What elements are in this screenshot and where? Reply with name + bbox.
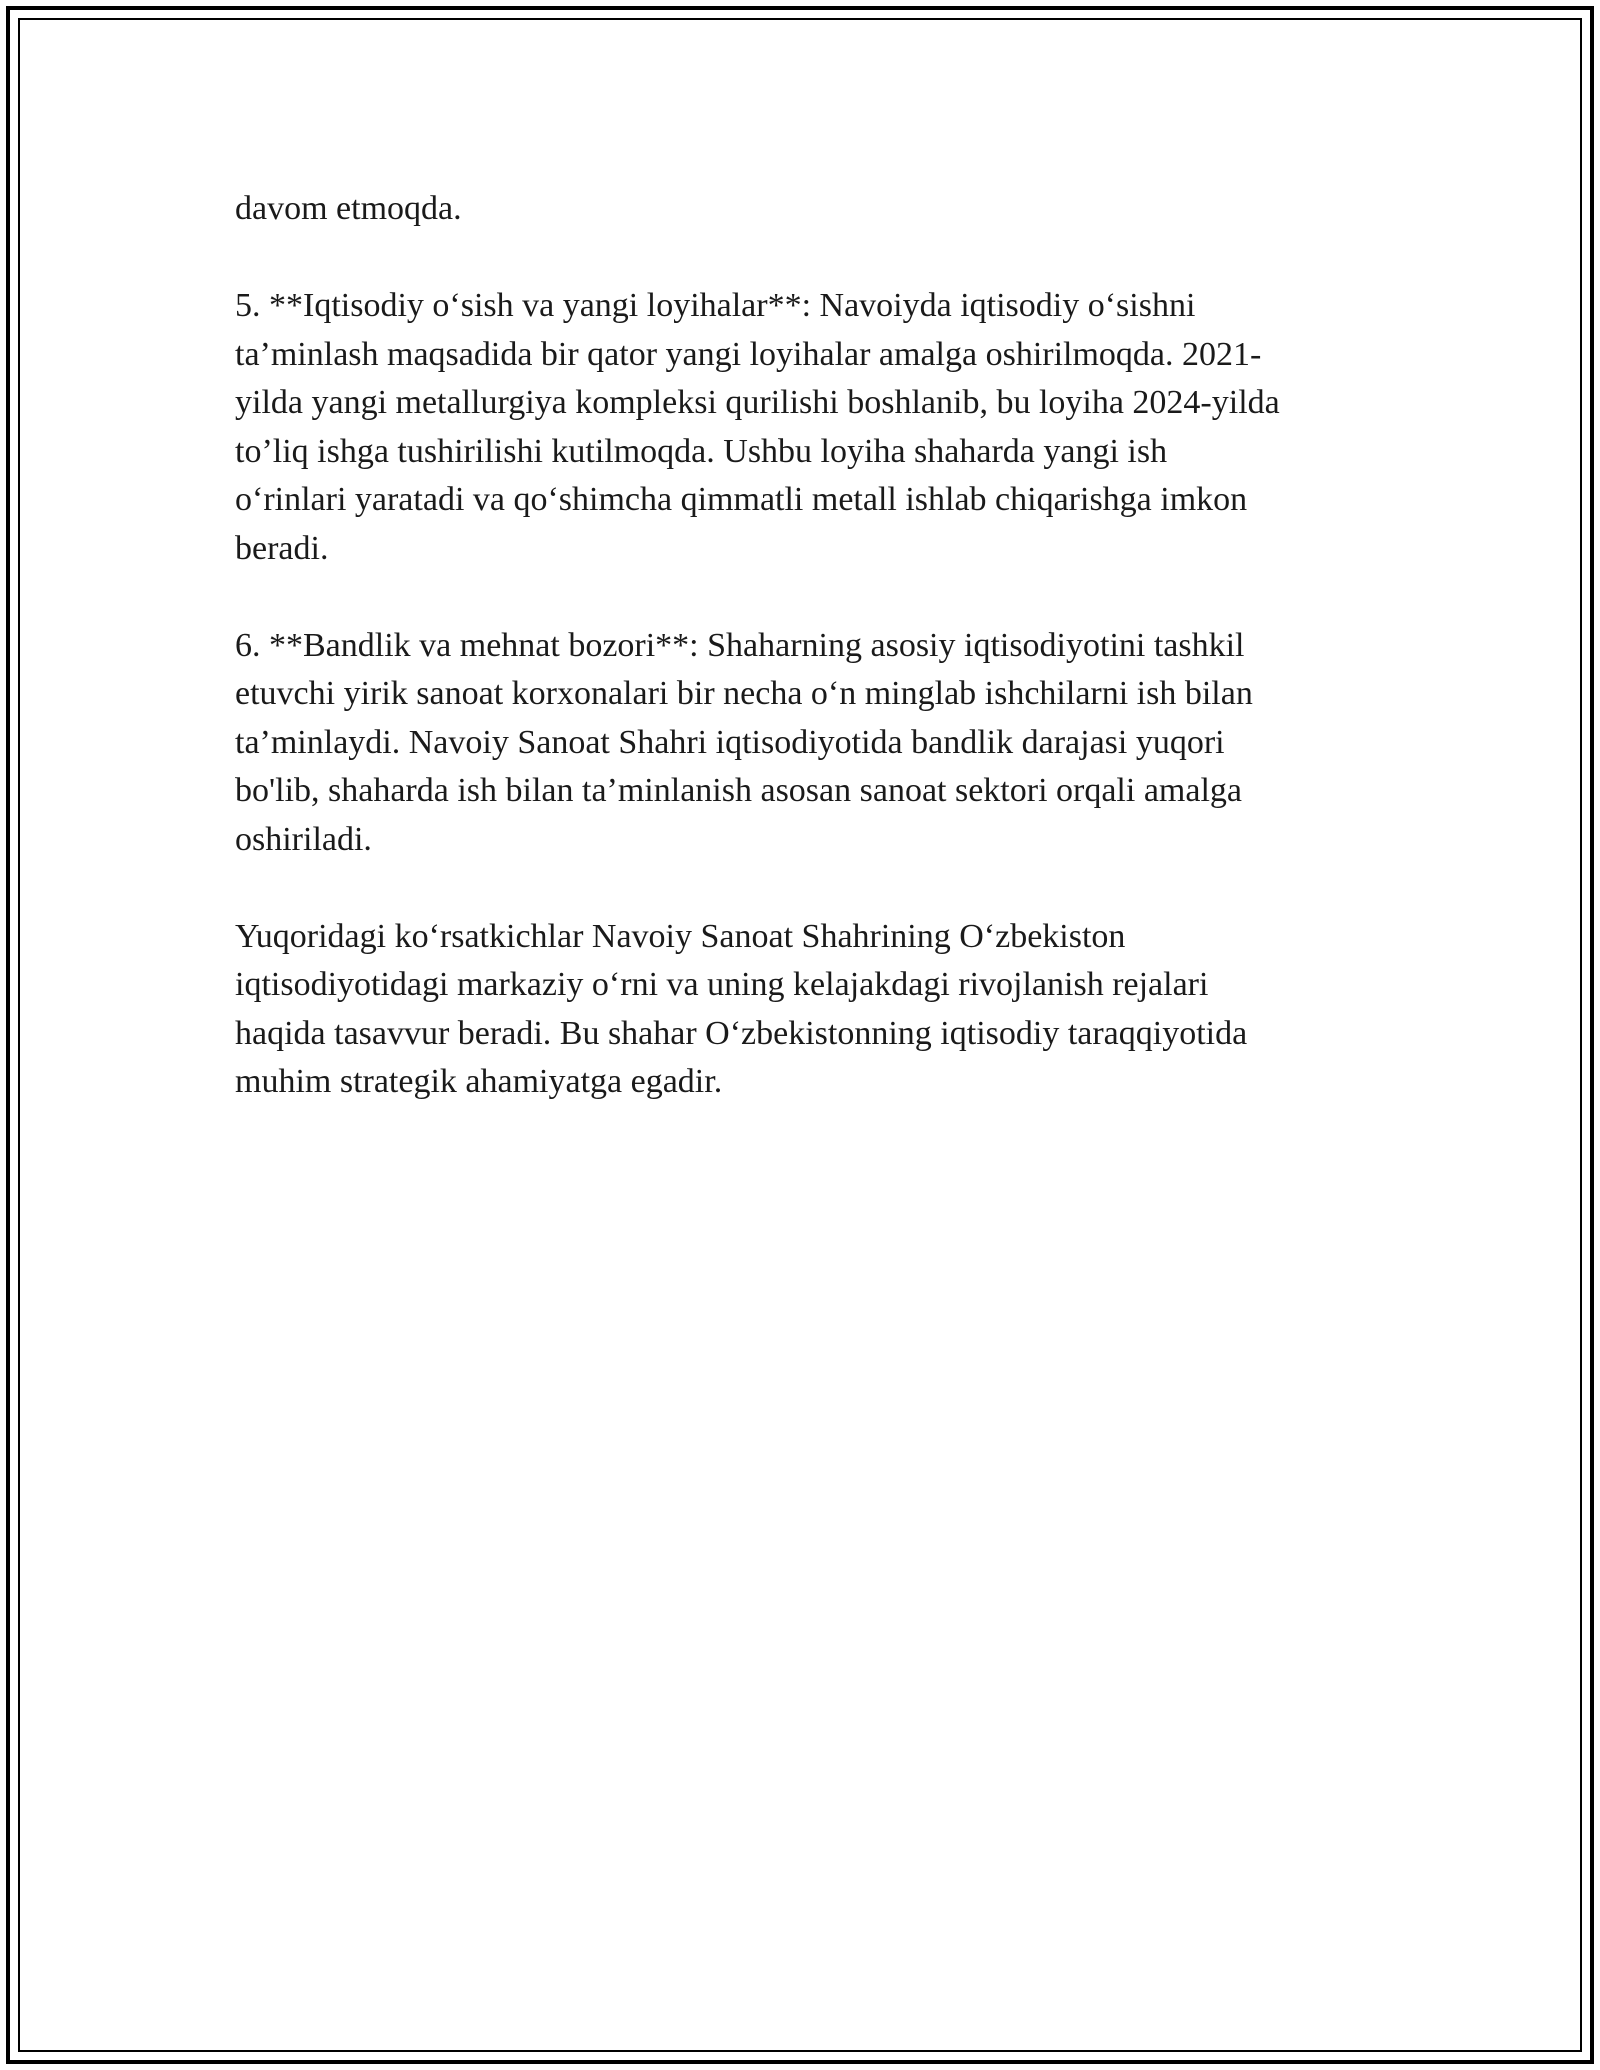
paragraph-gap	[235, 234, 1375, 283]
text-line: to’liq ishga tushirilishi kutilmoqda. Ushbu loyiha shaharda yangi ish	[235, 432, 1168, 470]
text-line: o‘rinlari yaratadi va qo‘shimcha qimmatli metall ishlab chiqarishga imkon	[235, 481, 1248, 518]
text-line: iqtisodiyotidagi markaziy o‘rni va uning kelajakdagi rivojlanish rejalari	[235, 966, 1209, 1003]
text-line: 5. **Iqtisodiy o‘sish va yangi loyihalar**: Navoiyda iqtisodiy o‘sishni	[235, 287, 1196, 324]
text-line: 6. **Bandlik va mehnat bozori**: Shaharning asosiy iqtisodiyotini tashkil	[235, 626, 1245, 664]
text-line: Yuqoridagi ko‘rsatkichlar Navoiy Sanoat Shahrining O‘zbekiston	[235, 917, 1126, 955]
text-line: beradi.	[235, 529, 329, 567]
text-line: bo'lib, shaharda ish bilan ta’minlanish asosan sanoat sektori orqali amalga	[235, 772, 1242, 809]
paragraph-item-6	[235, 622, 1375, 865]
text-line: muhim strategik ahamiyatga egadir.	[235, 1063, 723, 1100]
paragraph-item-5	[235, 282, 1375, 573]
text-line: ta’minlaydi. Navoiy Sanoat Shahri iqtisodiyotida bandlik darajasi yuqori	[235, 723, 1225, 761]
paragraph-continuation	[235, 185, 1375, 234]
text-line: davom etmoqda.	[235, 190, 462, 227]
text-line: ta’minlash maqsadida bir qator yangi loyihalar amalga oshirilmoqda. 2021-	[235, 335, 1262, 373]
paragraph-conclusion	[235, 913, 1375, 1107]
paragraph-gap	[235, 864, 1375, 913]
text-line: oshiriladi.	[235, 820, 372, 858]
document-body	[235, 185, 1375, 1107]
paragraph-gap	[235, 573, 1375, 622]
text-line: yilda yangi metallurgiya kompleksi qurilishi boshlanib, bu loyiha 2024-yilda	[235, 384, 1280, 421]
text-line: haqida tasavvur beradi. Bu shahar O‘zbekistonning iqtisodiy taraqqiyotida	[235, 1014, 1248, 1052]
text-line: etuvchi yirik sanoat korxonalari bir necha o‘n minglab ishchilarni ish bilan	[235, 675, 1253, 712]
